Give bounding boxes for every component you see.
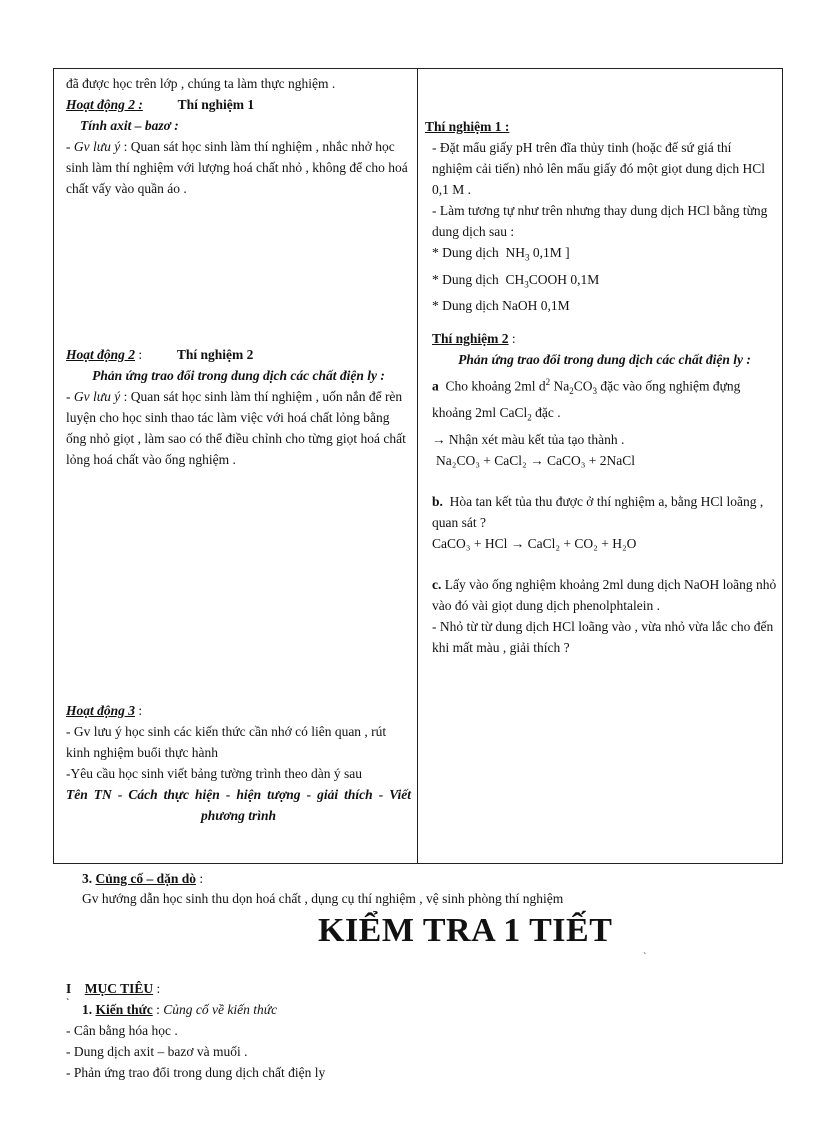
part-a-label: a — [432, 378, 439, 394]
section-3-number: 3. — [82, 871, 93, 886]
part-c-label: c. — [432, 576, 442, 592]
bullet-2-suffix: COOH 0,1M — [528, 271, 600, 287]
bullet-1-sub: 3 — [525, 252, 530, 263]
activity-2a-label: Hoạt động 2 : — [66, 97, 143, 112]
activity-2a-subtitle: Tính axit – bazơ : — [80, 118, 179, 133]
part-a-rest: đặc vào ống nghiệm đựng khoảng 2ml CaCl — [432, 378, 741, 421]
activity-2b-label: Hoạt động 2 — [66, 347, 136, 362]
experiment-1-label: Thí nghiệm 1 : — [425, 119, 510, 134]
objective-item: - Cân bằng hóa học . — [66, 1023, 178, 1038]
objective-item: - Phản ứng trao đổi trong dung dịch chất điện ly — [66, 1065, 326, 1080]
activity-2b-title: Thí nghiệm 2 — [176, 347, 254, 362]
activity-2b-note-label: Gv lưu ý — [73, 389, 121, 404]
activity-3-colon: : — [138, 703, 143, 718]
activity-3-line3: Tên TN - Cách thực hiện - hiện tượng - giải thích - Viết phương trình — [66, 787, 411, 823]
part-a-rest2: đặc . — [531, 405, 561, 421]
knowledge-label: Kiến thức — [95, 1002, 153, 1017]
section-3-colon: : — [199, 871, 204, 886]
experiment-2-colon: : — [511, 331, 516, 346]
stray-mark-2: ` — [66, 998, 70, 1009]
activity-2a — [66, 94, 411, 199]
part-a-chem-sub: 2 — [569, 386, 574, 397]
activity-3-line1: - Gv lưu ý học sinh các kiến thức cần nhớ có liên quan , rút kinh nghiệm buổi thực hành — [66, 724, 387, 760]
activity-2a-note-text: : Quan sát học sinh làm thí nghiệm , nhắc nhở học sinh làm thí nghiệm với lượng hoá chất nhỏ , không để cho hoá chất vấy vào quần áo . — [66, 139, 408, 196]
part-a-chem: Na — [550, 378, 570, 394]
part-a-sup: 2 — [545, 377, 551, 387]
part-b-text: Hòa tan kết tủa thu được ở thí nghiệm a, bằng HCl loãng , quan sát ? — [432, 493, 764, 530]
knowledge-heading — [82, 999, 782, 1020]
part-a-observation: → Nhận xét màu kết tủa tạo thành . — [432, 431, 625, 447]
bullet-1-prefix: * Dung dịch — [432, 245, 499, 260]
bullet-2-sub: 3 — [524, 279, 529, 290]
bullet-1-suffix: 0,1M ] — [529, 245, 570, 260]
experiment-2 — [432, 328, 777, 658]
bullet-2-chem: CH — [505, 271, 525, 287]
experiment-2-part-a — [432, 372, 777, 429]
section-3-text: Gv hướng dẫn học sinh thu dọn hoá chất , dụng cụ thí nghiệm , vệ sinh phòng thí nghiệm — [82, 891, 564, 906]
experiment-2-part-c — [432, 574, 777, 616]
experiment-1-bullet-1 — [425, 242, 770, 269]
bullet-1-chem: NH — [505, 245, 525, 260]
activity-2b-note: - Gv lưu ý : Quan sát học sinh làm thí nghiệm , uốn nắn để rèn luyện cho học sinh thao tác làm việc với hoá chất lỏng bằng ống nhỏ giọt , làm sao có thể điều chỉnh cho từng giọt hoá chất lỏng hoá chất vào ống nghiệm . — [66, 389, 406, 467]
activity-2b-subtitle: Phản ứng trao đổi trong dung dịch các chất điện ly : — [92, 368, 385, 383]
stray-mark: ` — [643, 952, 647, 963]
part-a-equation: Na₂CO₃ + CaCl₂ → CaCO₃ + 2NaCl — [436, 452, 636, 468]
left-intro-line — [66, 73, 411, 94]
objectives-list — [66, 1020, 766, 1083]
activity-3 — [66, 700, 411, 826]
left-intro-text: đã được học trên lớp , chúng ta làm thực nghiệm . — [66, 76, 336, 91]
activity-2b-note-text: : Quan sát học sinh làm thí nghiệm , uốn nắn để rèn luyện cho học sinh thao tác làm việc với hoá chất lỏng bằng ống nhỏ giọt , làm sao có thể điều chỉnh cho từng giọt hoá chất lỏng hoá chất vào ống nghiệm . — [66, 389, 406, 467]
objective-item: - Dung dịch axit – bazơ và muối . — [66, 1044, 248, 1059]
part-a-chem2: CO — [573, 378, 593, 394]
part-c-text: Lấy vào ống nghiệm khoảng 2ml dung dịch NaOH loãng nhỏ vào đó vài giọt dung dịch phenolphtalein . — [432, 576, 777, 613]
experiment-2-label: Thí nghiệm 2 — [432, 331, 509, 346]
activity-2b — [66, 344, 411, 470]
section-3-heading — [82, 868, 782, 889]
objectives-heading — [66, 978, 766, 999]
experiment-1-step2: - Làm tương tự như trên nhưng thay dung dịch HCl bằng từng dung dịch sau : — [432, 203, 768, 239]
experiment-1-bullet-2 — [425, 269, 770, 296]
part-c-step2: - Nhỏ từ từ dung dịch HCl loãng vào , vừa nhỏ vừa lắc cho đến khi mất màu , giải thích ? — [432, 618, 774, 655]
activity-2a-note-label: Gv lưu ý — [73, 139, 121, 154]
experiment-2-part-b — [432, 491, 777, 533]
activity-2a-title: Thí nghiệm 1 — [177, 97, 255, 112]
experiment-1-step1: - Đặt mẩu giấy pH trên đĩa thủy tinh (hoặc đế sứ giá thí nghiệm cải tiến) nhỏ lên mẩu giấy đó một giọt dung dịch HCl 0,1 M . — [432, 140, 765, 197]
experiment-1-bullet-3: * Dung dịch NaOH 0,1M — [432, 298, 570, 314]
knowledge-text: Củng cố về kiến thức — [163, 1002, 278, 1017]
part-a-chem2-sub: 3 — [592, 386, 598, 397]
section-3-label: Củng cố – dặn dò — [95, 871, 197, 886]
activity-2a-note: - Gv lưu ý : Quan sát học sinh làm thí nghiệm , nhắc nhở học sinh làm thí nghiệm với lượng hoá chất nhỏ , không để cho hoá chất vấy vào quần áo . — [66, 139, 408, 196]
activity-3-line2: -Yêu cầu học sinh viết bảng tường trình theo dàn ý sau — [66, 766, 363, 781]
objectives-label: MỤC TIÊU — [84, 981, 154, 996]
objectives-roman: I — [66, 981, 72, 996]
experiment-2-subtitle: Phản ứng trao đổi trong dung dịch các chất điện ly : — [458, 352, 751, 367]
objectives-colon: : — [156, 981, 161, 996]
table-divider — [417, 68, 418, 864]
part-b-label: b. — [432, 493, 443, 509]
part-b-equation: CaCO₃ + HCl → CaCl₂ + CO₂ + H₂O — [432, 535, 637, 551]
part-a-rest-sub: 2 — [527, 412, 532, 423]
part-a-text: Cho khoảng 2ml d — [445, 378, 546, 394]
page-title: KIỂM TRA 1 TIẾT — [318, 912, 613, 949]
activity-2b-colon: : — [138, 347, 143, 362]
bullet-2-prefix: * Dung dịch — [432, 271, 499, 287]
knowledge-number: 1. — [82, 1002, 93, 1017]
experiment-1 — [425, 116, 770, 316]
activity-3-label: Hoạt động 3 — [66, 703, 136, 718]
knowledge-colon: : — [156, 1002, 160, 1017]
